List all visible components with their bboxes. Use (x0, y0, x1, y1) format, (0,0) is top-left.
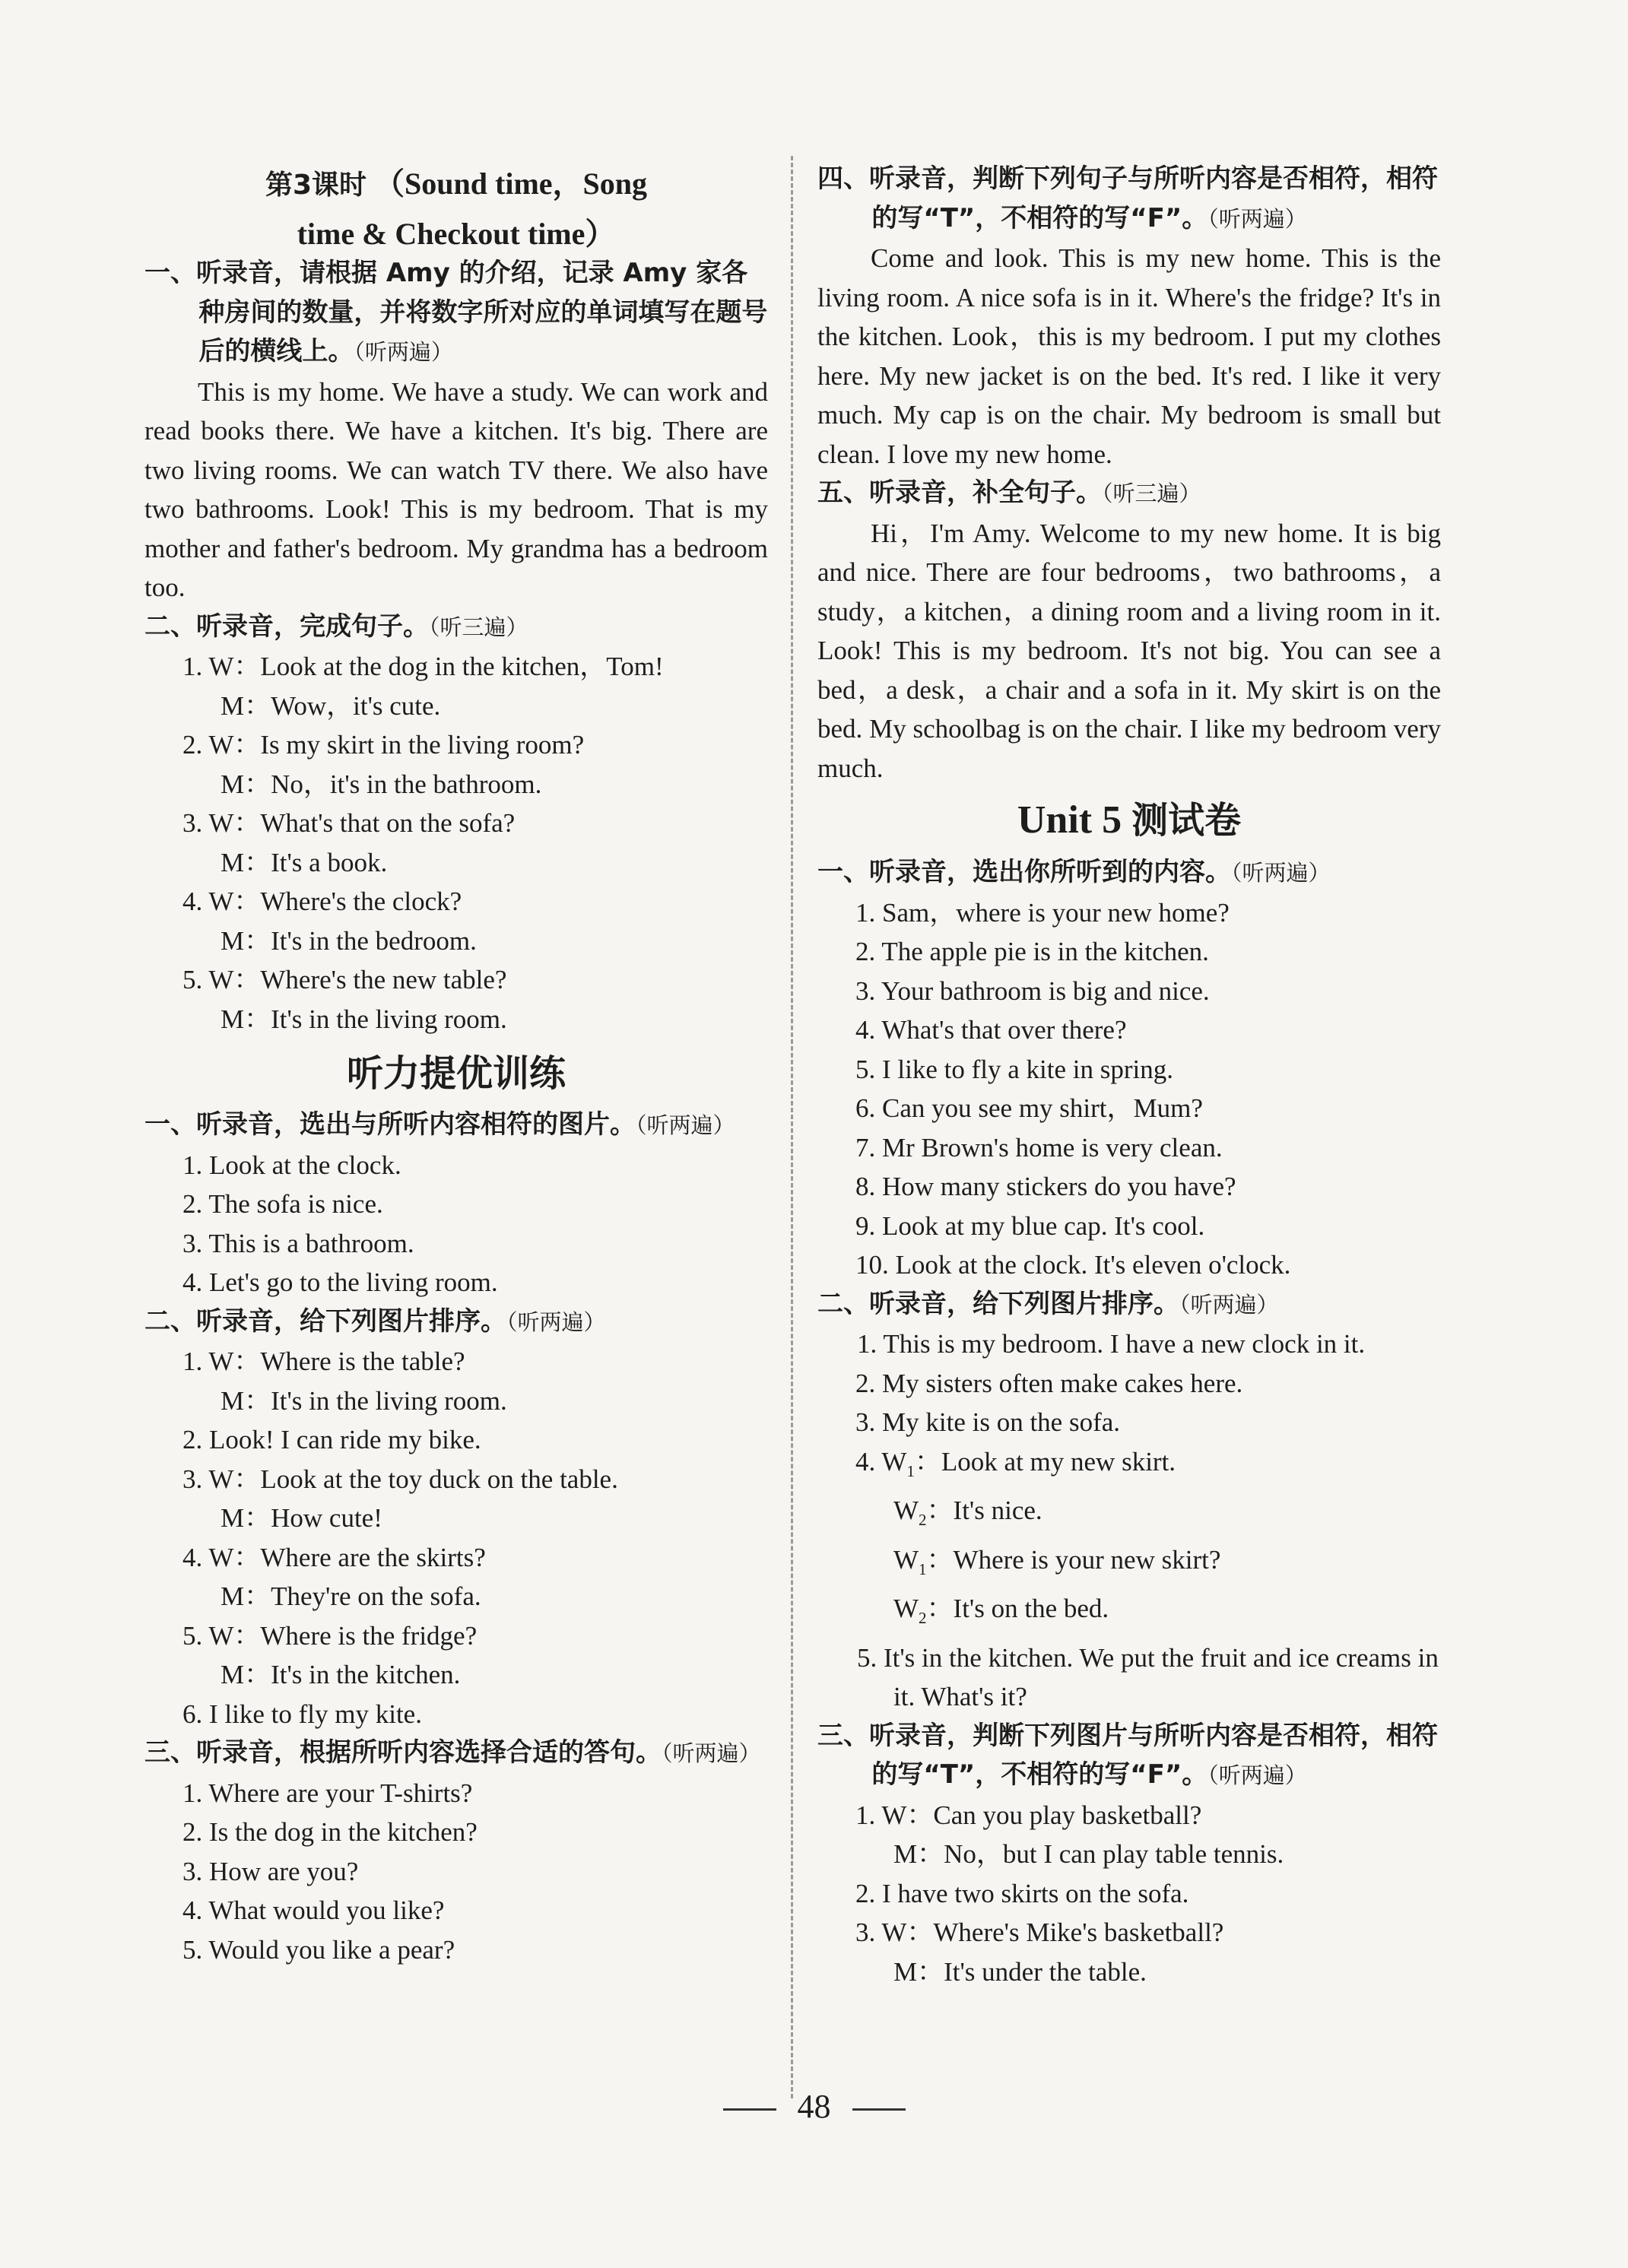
dialogue-line: 1. W：Can you play basketball? (855, 1800, 1202, 1830)
column-divider (791, 156, 793, 2098)
question-heading: 四、听录音，判断下列句子与所听内容是否相符，相符的写“T”，不相符的写“F”。（听两遍） (817, 163, 1438, 233)
question-heading: 三、听录音，根据所听内容选择合适的答句。（听两遍） (144, 1737, 761, 1768)
dialogue-line: M：It's in the living room. (221, 1004, 507, 1034)
list-item: 2. The sofa is nice. (182, 1189, 383, 1219)
unit-title: Unit 5 测试卷 (1017, 798, 1242, 842)
dialogue-line: 3. W：Look at the toy duck on the table. (182, 1464, 618, 1494)
list-item: 5. I like to fly a kite in spring. (855, 1054, 1173, 1084)
list-item: 4. Let's go to the living room. (182, 1267, 498, 1297)
question-heading: 一、听录音，选出与所听内容相符的图片。（听两遍） (144, 1109, 735, 1140)
list-item: 3. This is a bathroom. (182, 1228, 414, 1258)
question-heading: 三、听录音，判断下列图片与所听内容是否相符，相符的写“T”，不相符的写“F”。（听两遍） (817, 1720, 1438, 1790)
question-heading: 一、听录音，请根据 Amy 的介绍，记录 Amy 家各种房间的数量，并将数字所对应的单词填写在题号后的横线上。（听两遍） (144, 258, 768, 366)
list-item: 6. Can you see my shirt，Mum? (855, 1093, 1203, 1123)
dialogue-line: M：It's in the living room. (221, 1385, 507, 1416)
list-item: 7. Mr Brown's home is very clean. (855, 1132, 1223, 1163)
dialogue-line: 4. $W_1$：Look at my new skirt. (855, 1446, 1176, 1480)
page-number-dash (852, 2108, 906, 2111)
list-item: 3. Your bathroom is big and nice. (855, 975, 1210, 1006)
dialogue-line: M：They're on the sofa. (221, 1581, 481, 1611)
dialogue-line: 6. I like to fly my kite. (182, 1699, 422, 1729)
list-item: 2. Is the dog in the kitchen? (182, 1817, 478, 1847)
question-heading: 二、听录音，完成句子。（听三遍） (144, 611, 528, 642)
dialogue-line: M：It's under the table. (893, 1956, 1147, 1987)
dialogue-line: 1. W：Look at the dog in the kitchen，Tom! (182, 652, 664, 681)
list-item: 5. It's in the kitchen. We put the fruit and ice creams in it. What's it? (857, 1642, 1439, 1711)
list-item: 3. My kite is on the sofa. (855, 1407, 1121, 1437)
question-heading: 二、听录音，给下列图片排序。（听两遍） (144, 1305, 606, 1337)
dialogue-line: $W_2$：It's on the bed. (893, 1594, 1109, 1627)
dialogue-line: M：It's a book. (221, 847, 388, 877)
list-item: 9. Look at my blue cap. It's cool. (855, 1210, 1205, 1241)
dialogue-line: M：How cute! (221, 1503, 382, 1533)
list-item: 5. Would you like a pear? (182, 1934, 455, 1965)
dialogue-line: $W_1$：Where is your new skirt? (893, 1544, 1221, 1578)
dialogue-line: M：Wow，it's cute. (221, 690, 441, 721)
page-number-dash (723, 2108, 776, 2111)
list-item: 1. Sam，where is your new home? (855, 897, 1230, 928)
list-item: 2. My sisters often make cakes here. (855, 1368, 1243, 1398)
dialogue-line: 2. Look! I can ride my bike. (182, 1425, 481, 1454)
dialogue-line: M：It's in the kitchen. (221, 1660, 461, 1689)
listening-passage: Come and look. This is my new home. This is the living room. A nice sofa is in it. Where's the fridge? It's in the kitchen. Look，this is my bedroom. I put my clothes here. My new jacket is on the bed. It's red. I like it very much. My cap is on the chair. My bedroom is small but clean. I love my new home. (817, 243, 1441, 469)
list-item: 4. What's that over there? (855, 1015, 1127, 1045)
dialogue-line: 4. W：Where's the clock? (182, 887, 462, 916)
question-heading: 二、听录音，给下列图片排序。（听两遍） (817, 1288, 1279, 1319)
list-item: 2. The apple pie is in the kitchen. (855, 937, 1209, 966)
dialogue-line: M：No，it's in the bathroom. (221, 769, 542, 799)
left-column (144, 160, 768, 1969)
dialogue-line: 4. W：Where are the skirts? (182, 1542, 486, 1572)
page-number: 48 (0, 2087, 1628, 2126)
lesson-title: 第3课时 （Sound time，Song time & Checkout time） (265, 167, 648, 251)
list-item: 8. How many stickers do you have? (855, 1172, 1236, 1201)
dialogue-line: 2. W：Is my skirt in the living room? (182, 730, 585, 760)
question-heading: 五、听录音，补全句子。（听三遍） (817, 477, 1201, 508)
dialogue-line: 5. W：Where's the new table? (182, 965, 507, 994)
section-title: 听力提优训练 (346, 1052, 566, 1095)
list-item: 3. How are you? (182, 1856, 359, 1886)
dialogue-line: 3. W：What's that on the sofa? (182, 808, 516, 838)
dialogue-line: $W_2$：It's nice. (893, 1496, 1042, 1529)
right-column (817, 160, 1441, 1991)
list-item: 1. This is my bedroom. I have a new clock in it. (857, 1329, 1366, 1359)
question-heading: 一、听录音，选出你所听到的内容。（听两遍） (817, 857, 1331, 887)
list-item: 10. Look at the clock. It's eleven o'clock. (855, 1250, 1291, 1280)
listening-passage: Hi，I'm Amy. Welcome to my new home. It is big and nice. There are four bedrooms，two bathrooms，a study，a kitchen，a dining room and a living room in it. Look! This is my bedroom. It's not big. You can see a bed，a desk，a chair and a sofa in it. My skirt is on the bed. My schoolbag is on the chair. I like my bedroom very much. (817, 518, 1441, 783)
dialogue-line: M：It's in the bedroom. (221, 925, 477, 956)
dialogue-line: M：No，but I can play table tennis. (893, 1839, 1284, 1869)
dialogue-line: 2. I have two skirts on the sofa. (855, 1878, 1189, 1908)
list-item: 1. Where are your T-shirts? (182, 1778, 473, 1808)
listening-passage: This is my home. We have a study. We can work and read books there. We have a kitchen. It's big. There are two living rooms. We can watch TV there. We also have two bathrooms. Look! This is my bedroom. That is my mother and father's bedroom. My grandma has a bedroom too. (144, 376, 768, 602)
list-item: 4. What would you like? (182, 1895, 445, 1925)
dialogue-line: 1. W：Where is the table? (182, 1347, 465, 1376)
dialogue-line: 3. W：Where's Mike's basketball? (855, 1917, 1224, 1947)
list-item: 1. Look at the clock. (182, 1150, 401, 1180)
dialogue-line: 5. W：Where is the fridge? (182, 1620, 478, 1651)
